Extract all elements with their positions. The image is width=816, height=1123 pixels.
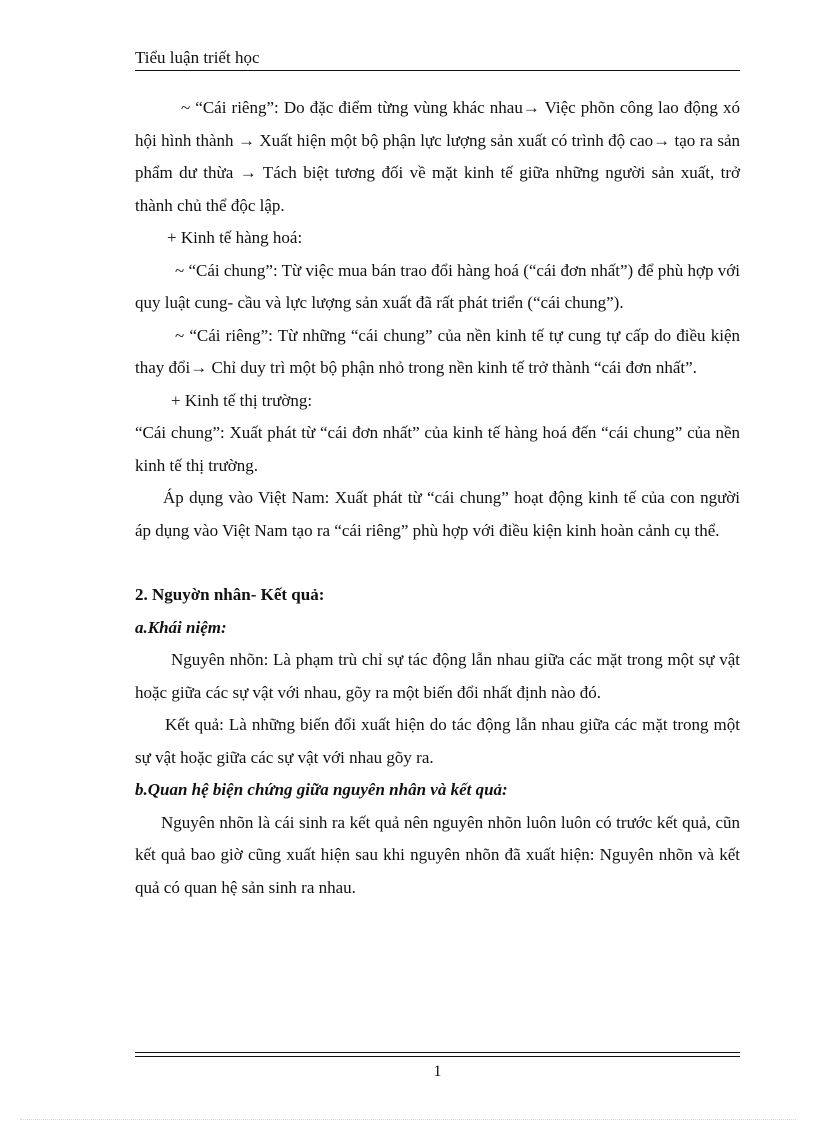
- subsection-heading-a: a.Khái niệm:: [135, 617, 227, 637]
- paragraph-cai-rieng-1: ~ “Cái riêng”: Do đặc điểm từng vùng khác nhau→ Việc phõn công lao động xó hội hình thành → Xuất hiện một bộ phận lực lượng sản xuất có trình độ cao→ tạo ra sản phẩm dư thừa → Tách biệt tương đối về mặt kinh tế giữa những người sản xuất, trở thành chủ thể độc lập.: [135, 98, 740, 215]
- paragraph-cai-rieng-2: ~ “Cái riêng”: Từ những “cái chung” của nền kinh tế tự cung tự cấp do điều kiện thay đổi→ Chỉ duy trì một bộ phận nhỏ trong nền kinh tế trở thành “cái đơn nhất”.: [135, 325, 740, 377]
- subsection-heading-b: b.Quan hệ biện chứng giữa nguyên nhân và kết quả:: [135, 780, 508, 799]
- page-edge-divider: [20, 1119, 796, 1120]
- footer-rule: [135, 1052, 740, 1057]
- page-number: 1: [433, 1063, 442, 1080]
- section-heading: 2. Nguyờn nhân- Kết quả:: [135, 585, 325, 604]
- paragraph-cai-chung-2: “Cái chung”: Xuất phát từ “cái đơn nhất” của kinh tế hàng hoá đến “cái chung” của nền kinh tế thị trường.: [135, 423, 740, 475]
- paragraph-kinh-te-hang-hoa: + Kinh tế hàng hoá:: [167, 228, 303, 247]
- document-body: [135, 92, 740, 904]
- paragraph-ket-qua: Kết quả: Là những biến đổi xuất hiện do tác động lẫn nhau giữa các mặt trong một sự vật hoặc giữa các sự vật với nhau gõy ra.: [135, 715, 740, 767]
- paragraph-cai-chung-1: ~ “Cái chung”: Từ việc mua bán trao đổi hàng hoá (“cái đơn nhất”) để phù hợp với quy luật cung- cầu và lực lượng sản xuất đã rất phát triển (“cái chung”).: [135, 260, 740, 312]
- paragraph-nguyen-nhan: Nguyên nhõn: Là phạm trù chỉ sự tác động lẫn nhau giữa các mặt trong một sự vật hoặc giữa các sự vật với nhau, gõy ra một biến đổi nhất định nào đó.: [135, 650, 740, 702]
- spacer: [135, 547, 740, 579]
- paragraph-ap-dung: Áp dụng vào Việt Nam: Xuất phát từ “cái chung” hoạt động kinh tế của con người áp dụng vào Việt Nam tạo ra “cái riêng” phù hợp với điều kiện kinh hoàn cảnh cụ thể.: [135, 488, 740, 540]
- paragraph-quan-he: Nguyên nhõn là cái sinh ra kết quả nên nguyên nhõn luôn luôn có trước kết quả, cũn kết quả bao giờ cũng xuất hiện sau khi nguyên nhõn đã xuất hiện: Nguyên nhõn và kết quả có quan hệ sản sinh ra nhau.: [135, 812, 740, 897]
- page-header: Tiểu luận triết học: [135, 48, 740, 71]
- paragraph-kinh-te-thi-truong: + Kinh tế thị trường:: [171, 390, 313, 410]
